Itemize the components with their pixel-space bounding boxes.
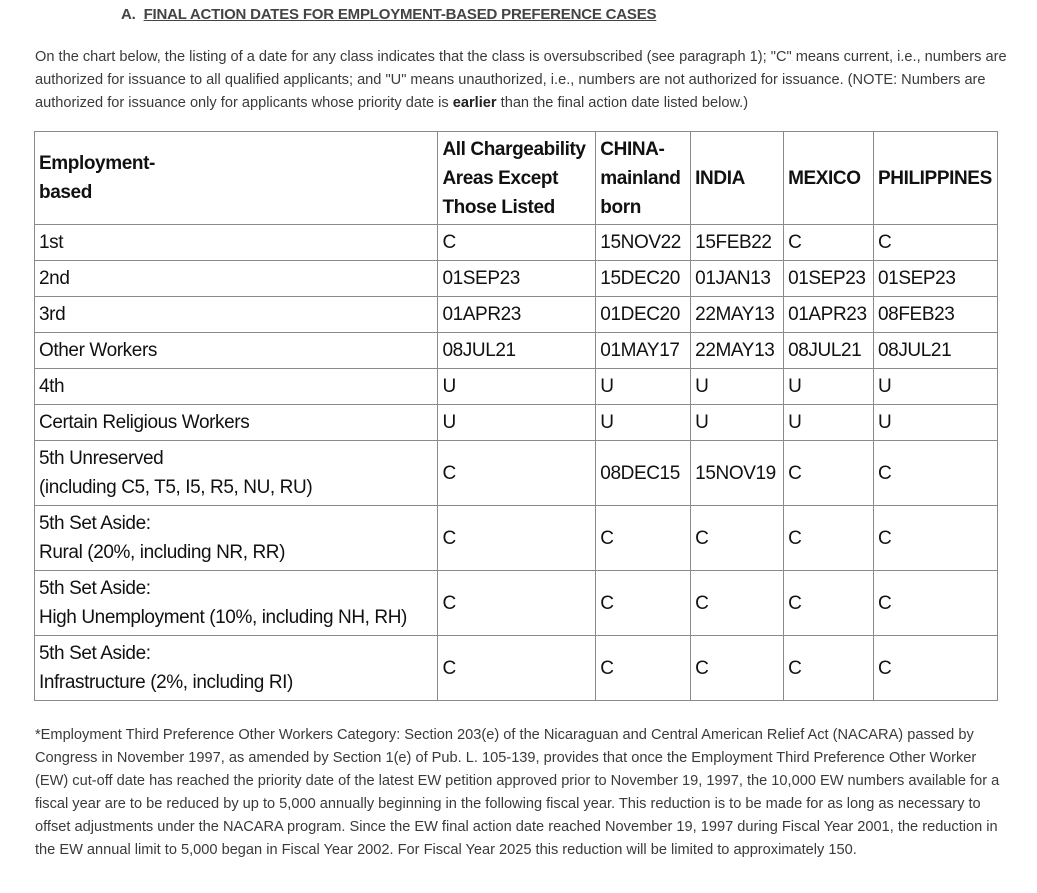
date-cell: 08JUL21 xyxy=(874,333,998,369)
date-cell: C xyxy=(874,506,998,571)
date-cell: C xyxy=(691,571,784,636)
header-line: based xyxy=(39,182,92,203)
date-cell: C xyxy=(874,636,998,701)
date-cell: U xyxy=(438,405,596,441)
date-cell: C xyxy=(691,636,784,701)
date-cell: 01APR23 xyxy=(438,297,596,333)
date-cell: C xyxy=(874,225,998,261)
date-cell: 01MAY17 xyxy=(596,333,691,369)
header-employment-based xyxy=(35,132,438,225)
row-label-line: 3rd xyxy=(39,304,66,325)
row-label-line: 2nd xyxy=(39,268,70,289)
intro-text: On the chart below, the listing of a date for any class indicates that the class is oversubscribed (see paragraph 1); "C" means current, i.e., numbers are authorized for issuance to all qualified applicants; and "U" means unauthorized, i.e., numbers are not authorized for issuance. (NOTE: Numbers are authorized for issuance only for applicants whose priority date is xyxy=(35,49,1007,111)
row-label-line: 5th Unreserved xyxy=(39,448,164,469)
header-line: INDIA xyxy=(695,167,745,189)
date-cell: U xyxy=(691,369,784,405)
date-cell: C xyxy=(596,636,691,701)
date-cell: 01APR23 xyxy=(784,297,874,333)
table-row xyxy=(35,571,998,636)
date-cell: C xyxy=(438,441,596,506)
row-label-line: High Unemployment (10%, including NH, RH) xyxy=(39,607,407,628)
date-cell: 22MAY13 xyxy=(691,333,784,369)
row-label-line: 5th Set Aside: xyxy=(39,513,151,534)
date-cell: C xyxy=(784,571,874,636)
row-label-line: 4th xyxy=(39,376,65,397)
date-cell: 08FEB23 xyxy=(874,297,998,333)
header-line: PHILIPPINES xyxy=(878,167,992,189)
table-row xyxy=(35,369,998,405)
date-cell: C xyxy=(438,225,596,261)
date-cell: C xyxy=(691,506,784,571)
date-cell: C xyxy=(438,636,596,701)
date-cell: 08JUL21 xyxy=(438,333,596,369)
date-cell: C xyxy=(596,571,691,636)
date-cell: 15NOV22 xyxy=(596,225,691,261)
header-line: CHINA- xyxy=(600,138,665,160)
date-cell: U xyxy=(691,405,784,441)
row-label xyxy=(35,297,438,333)
header-line: Employment- xyxy=(39,153,155,174)
row-label-line: 1st xyxy=(39,232,64,253)
table-row xyxy=(35,333,998,369)
date-cell: 08DEC15 xyxy=(596,441,691,506)
row-label-line: Certain Religious Workers xyxy=(39,412,250,433)
table-body xyxy=(35,225,998,701)
date-cell: 01DEC20 xyxy=(596,297,691,333)
date-cell: C xyxy=(784,441,874,506)
row-label-line: Rural (20%, including NR, RR) xyxy=(39,542,286,563)
table-row xyxy=(35,297,998,333)
date-cell: 01JAN13 xyxy=(691,261,784,297)
date-cell: 15DEC20 xyxy=(596,261,691,297)
date-cell: 01SEP23 xyxy=(874,261,998,297)
date-cell: 15NOV19 xyxy=(691,441,784,506)
footnote-paragraph: *Employment Third Preference Other Workers Category: Section 203(e) of the Nicaraguan and Central American Relief Act (NACARA) passed by Congress in November 1997, as amended by Section 1(e) of Pub. L. 105-139, provides that once the Employment Third Preference Other Worker (EW) cut-off date has reached the priority date of the latest EW petition approved prior to November 19, 1997, the 10,000 EW numbers available for a fiscal year are to be reduced by up to 5,000 annually beginning in the following fiscal year. This reduction is to be made for as long as necessary to offset adjustments under the NACARA program. Since the EW final action date reached November 19, 1997 during Fiscal Year 2001, the reduction in the EW annual limit to 5,000 began in Fiscal Year 2002. For Fiscal Year 2025 this reduction will be limited to approximately 150. xyxy=(35,727,1000,858)
row-label xyxy=(35,441,438,506)
date-cell: U xyxy=(874,405,998,441)
header-line: Areas Except xyxy=(442,167,559,189)
row-label xyxy=(35,636,438,701)
table-header-row xyxy=(35,132,998,225)
intro-bold-word: earlier xyxy=(452,95,497,111)
date-cell: U xyxy=(784,369,874,405)
intro-paragraph xyxy=(35,46,1025,115)
table-row xyxy=(35,506,998,571)
row-label xyxy=(35,405,438,441)
table-row xyxy=(35,441,998,506)
date-cell: C xyxy=(874,441,998,506)
row-label xyxy=(35,571,438,636)
header-india xyxy=(691,132,784,225)
section-heading xyxy=(121,6,656,23)
row-label-line: 5th Set Aside: xyxy=(39,578,151,599)
row-label xyxy=(35,333,438,369)
table-row xyxy=(35,261,998,297)
row-label-line: (including C5, T5, I5, R5, NU, RU) xyxy=(39,477,313,498)
date-cell: 08JUL21 xyxy=(784,333,874,369)
row-label-line: Other Workers xyxy=(39,340,157,361)
row-label-line: 5th Set Aside: xyxy=(39,643,151,664)
header-mexico xyxy=(784,132,874,225)
date-cell: 01SEP23 xyxy=(784,261,874,297)
date-cell: C xyxy=(784,225,874,261)
row-label xyxy=(35,225,438,261)
date-cell: U xyxy=(596,405,691,441)
header-line: mainland xyxy=(600,167,681,189)
header-line: born xyxy=(600,196,641,218)
header-china xyxy=(596,132,691,225)
row-label xyxy=(35,506,438,571)
header-all-chargeability xyxy=(438,132,596,225)
section-title: FINAL ACTION DATES FOR EMPLOYMENT-BASED PREFERENCE CASES xyxy=(143,6,657,23)
date-cell: C xyxy=(784,506,874,571)
table-row xyxy=(35,405,998,441)
date-cell: 01SEP23 xyxy=(438,261,596,297)
date-cell: 22MAY13 xyxy=(691,297,784,333)
date-cell: C xyxy=(784,636,874,701)
date-cell: 15FEB22 xyxy=(691,225,784,261)
date-cell: U xyxy=(438,369,596,405)
date-cell: C xyxy=(438,571,596,636)
final-action-dates-table xyxy=(34,131,998,701)
header-line: Those Listed xyxy=(442,196,555,218)
date-cell: U xyxy=(784,405,874,441)
date-cell: U xyxy=(874,369,998,405)
row-label-line: Infrastructure (2%, including RI) xyxy=(39,672,293,693)
row-label xyxy=(35,261,438,297)
date-cell: C xyxy=(438,506,596,571)
header-line: All Chargeability xyxy=(442,138,586,160)
date-cell: U xyxy=(596,369,691,405)
date-cell: C xyxy=(596,506,691,571)
row-label xyxy=(35,369,438,405)
header-philippines xyxy=(874,132,998,225)
header-line: MEXICO xyxy=(788,167,861,189)
section-marker: A. xyxy=(121,6,136,23)
intro-text-end: than the final action date listed below.) xyxy=(496,95,749,111)
table-row xyxy=(35,636,998,701)
table-row xyxy=(35,225,998,261)
date-cell: C xyxy=(874,571,998,636)
